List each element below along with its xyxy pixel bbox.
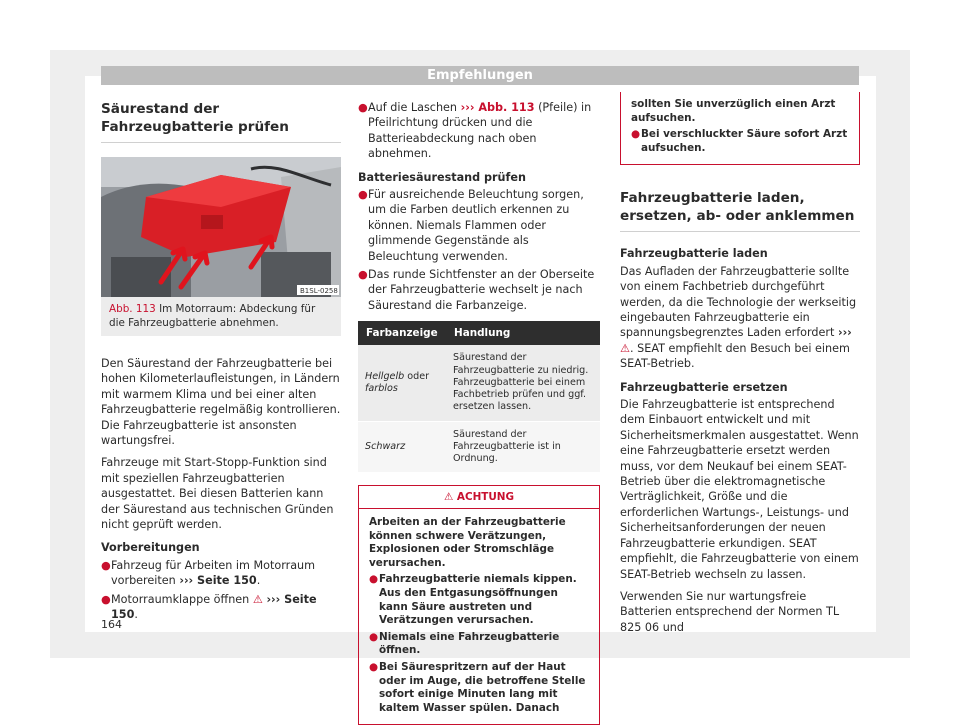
bullet-icon: ●	[358, 268, 368, 282]
bullet-icon: ●	[369, 661, 379, 674]
table-cell	[358, 345, 446, 421]
warning-item	[369, 631, 589, 658]
list-item-text: (Pfeile) in Pfeilrichtung drücken und die Batterieabdeckung nach oben abnehmen.	[368, 101, 592, 161]
column-middle	[358, 100, 600, 725]
subheading: Vorbereitungen	[101, 541, 200, 555]
figure-code: B1SL-0258	[300, 287, 338, 295]
paragraph: Fahrzeuge mit Start-Stopp-Funktion sind mit speziellen Fahrzeugbatterien ausgestattet. Bei diesen Batterien kann der Säurestand aus technischen Gründen nicht geprüft werden.	[101, 456, 334, 532]
bullet-icon: ●	[631, 128, 641, 141]
warning-box	[358, 485, 600, 725]
table-row	[358, 345, 600, 421]
list-item	[358, 187, 600, 264]
warning-text: sollten Sie unverzüglich einen Arzt aufsuchen.	[631, 98, 836, 124]
list-item-text: Motorraumklappe öffnen	[111, 592, 250, 606]
figure-label: Abb. 113	[109, 303, 156, 315]
color-value: Hellgelb	[365, 370, 405, 382]
warning-item-text: Bei Säurespritzern auf der Haut oder im Auge, die betroffene Stelle sofort einige Minuten lang mit kaltem Wasser spülen. Danach	[379, 661, 586, 714]
section-heading: Säurestand der Fahrzeugbatterie prüfen	[101, 100, 341, 143]
list-item-text: Für ausreichende Beleuchtung sorgen, um die Farben deutlich erkennen zu können. Niemals Flammen oder glimmende Gegenstände als Beleuchtung verwenden.	[368, 188, 584, 263]
color-indicator-table	[358, 321, 600, 473]
color-value: farblos	[365, 382, 398, 394]
table-row	[358, 421, 600, 473]
warning-item-text: Bei verschluckter Säure sofort Arzt aufsuchen.	[641, 128, 848, 154]
column-right	[620, 100, 860, 642]
paragraph: Den Säurestand der Fahrzeugbatterie bei hohen Kilometerlaufleistungen, in Ländern mit warmem Klima und bei einer alten Fahrzeugbatterie regelmäßig kontrollieren. Die Fahrzeugbatterie ist ansonsten wartungsfrei.	[101, 357, 341, 448]
subheading: Batteriesäurestand prüfen	[358, 170, 526, 184]
page-number: 164	[101, 618, 122, 631]
page-link[interactable]: ››› Seite 150	[111, 592, 317, 622]
color-value: Schwarz	[365, 440, 406, 452]
list-item	[358, 267, 600, 313]
list-item: ● Motorraumklappe öffnen ⚠ ››› Seite 150.	[101, 592, 317, 622]
list-item-text: Fahrzeug für Arbeiten im Motorraum vorbereiten	[111, 558, 316, 588]
bullet-icon: ●	[369, 573, 379, 586]
warning-icon: ⚠	[443, 491, 454, 504]
warning-intro: Arbeiten an der Fahrzeugbatterie können schwere Verätzungen, Explosionen oder Stromschläge verursachen.	[369, 516, 566, 569]
figure-link[interactable]: ››› Abb. 113	[460, 101, 535, 114]
subheading: Fahrzeugbatterie laden	[620, 247, 768, 261]
page-link[interactable]: ››› Seite 150	[179, 574, 257, 588]
warning-item	[369, 573, 589, 627]
table-cell: Säurestand der Fahrzeugbatterie ist in Ordnung.	[446, 421, 600, 473]
engine-bay-image	[101, 157, 341, 297]
list-item	[358, 100, 600, 162]
warning-icon: ⚠	[620, 341, 631, 355]
list-item-text: Das runde Sichtfenster an der Oberseite der Fahrzeugbatterie wechselt je nach Säurestand die Farbanzeige.	[368, 268, 595, 312]
figure-caption-text: Im Motorraum: Abdeckung für die Fahrzeugbatterie abnehmen.	[109, 303, 316, 329]
section-heading: Fahrzeugbatterie laden, ersetzen, ab- oder anklemmen	[620, 189, 860, 232]
warning-box-continued	[620, 92, 860, 165]
subheading: Fahrzeugbatterie ersetzen	[620, 380, 788, 394]
engine-bay-illustration	[101, 157, 341, 297]
warning-link[interactable]: ›››	[837, 326, 852, 340]
table-header: Farbanzeige	[358, 321, 446, 345]
list-item-text: Auf die Laschen	[368, 101, 458, 114]
warning-body	[359, 509, 599, 724]
bullet-icon: ●	[101, 558, 111, 572]
warning-item-text: Fahrzeugbatterie niemals kippen. Aus den Entgasungsöffnungen kann Säure austreten und Verätzungen verursachen.	[379, 573, 577, 627]
paragraph-text: . SEAT empfiehlt den Besuch bei einem SEAT-Betrieb.	[620, 341, 850, 371]
connector-word: oder	[407, 370, 430, 382]
paragraph: Verwenden Sie nur wartungsfreie Batterien entsprechend der Normen TL 825 06 und	[620, 589, 840, 634]
figure-caption	[101, 297, 341, 336]
table-header: Handlung	[446, 321, 600, 345]
bullet-icon: ●	[101, 592, 111, 606]
bullet-icon: ●	[358, 101, 368, 114]
bullet-icon: ●	[358, 188, 368, 202]
warning-item	[369, 661, 589, 715]
warning-icon: ⚠	[252, 592, 263, 606]
column-left	[101, 100, 341, 626]
warning-item	[631, 128, 849, 155]
list-item: ● Fahrzeug für Arbeiten im Motorraum vorbereiten ››› Seite 150.	[101, 558, 316, 588]
table-cell	[358, 421, 446, 473]
paragraph	[620, 264, 860, 372]
paragraph-text: Das Aufladen der Fahrzeugbatterie sollte von einem Fachbetrieb durchgeführt werden, da die Technologie der werkseitig eingebauten Fahrzeugbatterie ein spannungsbegrenztes Laden erfordert	[620, 264, 857, 340]
bullet-icon: ●	[369, 630, 379, 643]
paragraph: Die Fahrzeugbatterie ist entsprechend dem Einbauort entwickelt und mit Sicherheitsmerkmalen ausgestattet. Wenn eine Fahrzeugbatterie ersetzt werden muss, vor dem Neukauf bei einem SEAT-Betrieb über die elektromagnetische Verträglichkeit, Größe und die erforderlichen Wartungs-, Leistungs- und Sicherheitsanforderungen der neuen Fahrzeugbatterie erkundigen. SEAT empfiehlt, die Fahrzeugbatterie von einem SEAT-Betrieb wechseln zu lassen.	[620, 398, 859, 581]
warning-item-text: Niemals eine Fahrzeugbatterie öffnen.	[379, 630, 560, 657]
section-header: Empfehlungen	[101, 66, 859, 85]
warning-title: ACHTUNG	[456, 491, 515, 504]
table-cell: Säurestand der Fahrzeugbatterie zu niedrig. Fahrzeugbatterie bei einem Fachbetrieb prüfen und ggf. ersetzen lassen.	[446, 345, 600, 421]
warning-header	[359, 486, 599, 509]
